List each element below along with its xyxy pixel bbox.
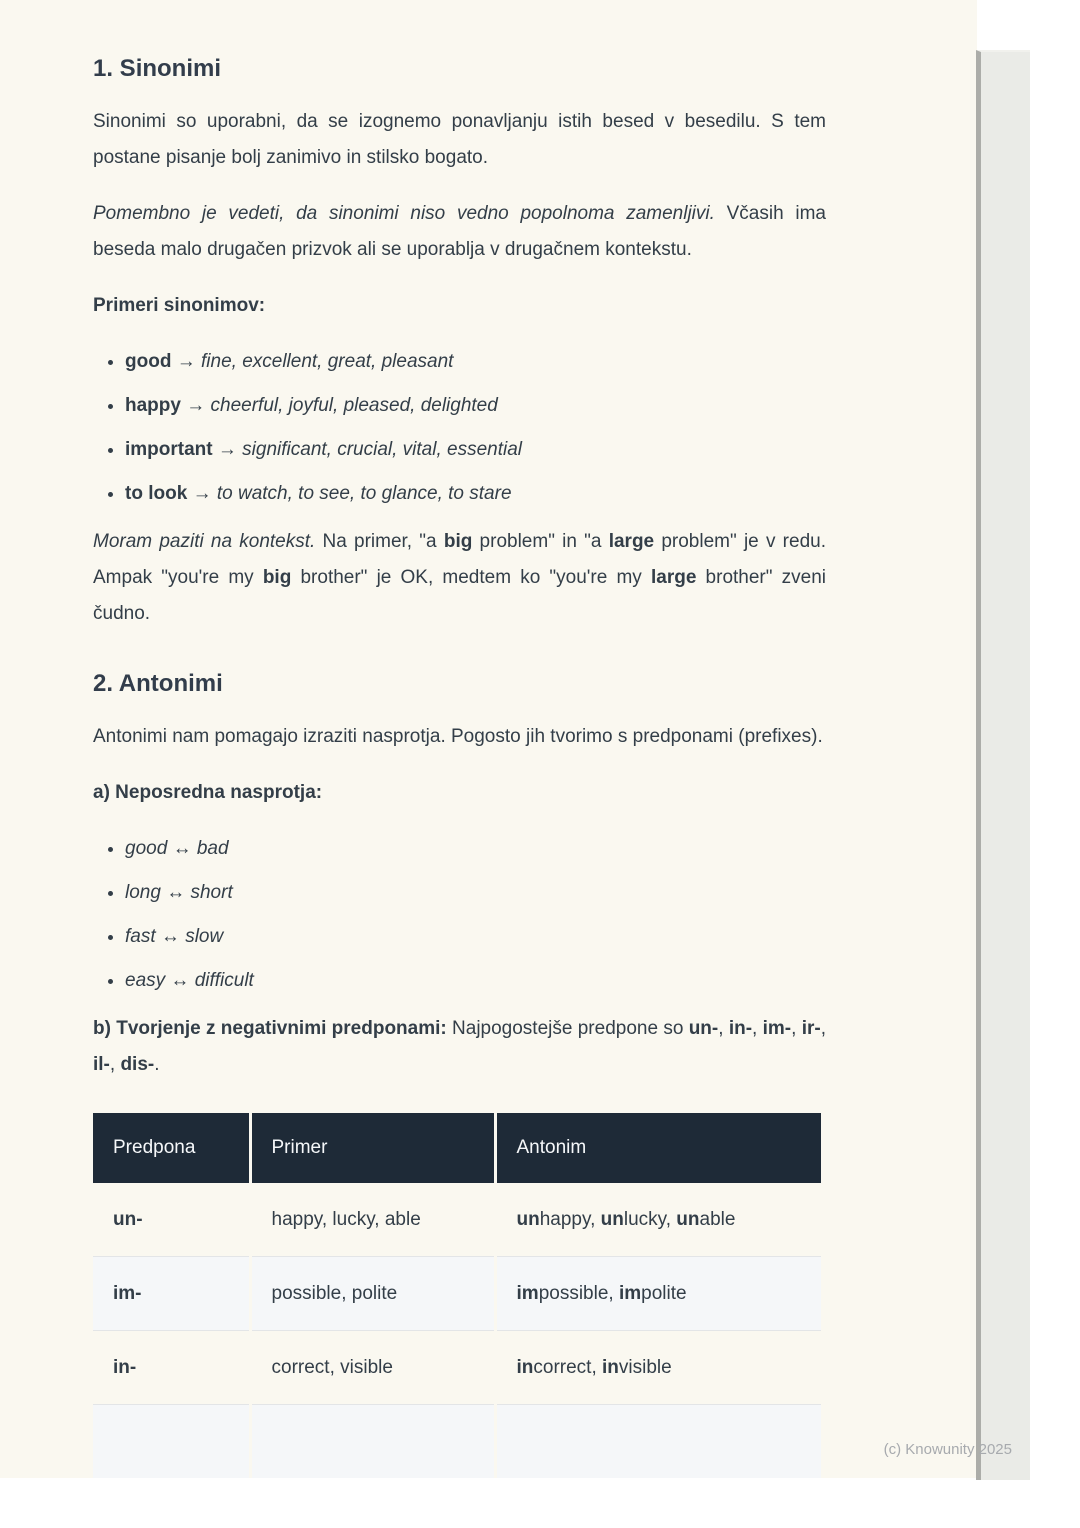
cell-antonim: impossible, impolite — [495, 1257, 821, 1331]
antonym-pair-item — [125, 963, 826, 999]
cell-antonim — [495, 1405, 821, 1479]
antonym-opposite: slow — [185, 926, 224, 947]
arrow-right-icon: → — [192, 483, 212, 504]
scrollbar[interactable] — [976, 50, 1030, 1480]
antonym-pair-list — [93, 831, 826, 999]
antonym-pair-item — [125, 919, 826, 955]
cell-antonim: unhappy, unlucky, unable — [495, 1183, 821, 1257]
antonym-pair-item — [125, 875, 826, 911]
arrow-leftright-icon: ↔ — [160, 926, 180, 947]
synonym-words: to watch, to see, to glance, to stare — [216, 483, 512, 504]
section-heading-antonimi: 2. Antonimi — [93, 670, 223, 697]
table-header-antonim: Antonim — [495, 1113, 821, 1183]
arrow-right-icon: → — [186, 395, 206, 416]
antonym-word: easy — [125, 970, 166, 991]
section-heading-sinonimi: 1. Sinonimi — [93, 55, 222, 82]
synonyms-intro-paragraph: Sinonimi so uporabni, da se izognemo ponavljanju istih besed v besedilu. S tem postane pisanje bolj zanimivo in stilsko bogato. — [93, 111, 826, 168]
table-row — [93, 1183, 821, 1257]
arrow-leftright-icon: ↔ — [172, 838, 192, 859]
synonym-term: good — [125, 351, 172, 372]
synonym-words: significant, crucial, vital, essential — [242, 439, 523, 460]
antonym-word: fast — [125, 926, 156, 947]
context-warning-paragraph: Moram paziti na kontekst. Na primer, "a big problem" in "a large problem" je v redu. Ampak "you're my big brother" je OK, medtem ko "you're my large brother" zveni čudno. — [93, 531, 827, 624]
antonyms-intro-paragraph: Antonimi nam pomagajo izraziti nasprotja. Pogosto jih tvorimo s predponami (prefixes). — [93, 726, 823, 747]
arrow-leftright-icon: ↔ — [170, 970, 190, 991]
antonym-word: good — [125, 838, 168, 859]
synonym-words: fine, excellent, great, pleasant — [201, 351, 454, 372]
cell-prefix: in- — [93, 1331, 250, 1405]
synonym-item — [125, 476, 826, 512]
synonyms-note-paragraph: Pomembno je vedeti, da sinonimi niso vedno popolnoma zamenljivi. Včasih ima beseda malo drugačen prizvok ali se uporablja v drugačnem kontekstu. — [93, 203, 826, 260]
arrow-right-icon: → — [217, 439, 237, 460]
synonym-term: important — [125, 439, 213, 460]
synonym-item — [125, 388, 826, 424]
synonym-list — [93, 344, 826, 512]
synonym-words: cheerful, joyful, pleased, delighted — [210, 395, 498, 416]
copyright-watermark: (c) Knowunity 2025 — [883, 1441, 1012, 1458]
cell-prefix — [93, 1405, 250, 1479]
cell-prefix: un- — [93, 1183, 250, 1257]
table-header-primer: Primer — [250, 1113, 495, 1183]
synonym-term: to look — [125, 483, 188, 504]
direct-opposites-label: a) Neposredna nasprotja: — [93, 782, 323, 803]
cell-primer: correct, visible — [250, 1331, 495, 1405]
antonym-opposite: difficult — [194, 970, 254, 991]
arrow-leftright-icon: ↔ — [166, 882, 186, 903]
synonym-item — [125, 344, 826, 380]
table-header-row — [93, 1113, 821, 1183]
cell-primer — [250, 1405, 495, 1479]
synonym-term: happy — [125, 395, 181, 416]
prefix-table — [93, 1113, 821, 1478]
synonym-item — [125, 432, 826, 468]
cell-antonim: incorrect, invisible — [495, 1331, 821, 1405]
document-content — [93, 0, 826, 1478]
antonym-word: long — [125, 882, 161, 903]
synonym-examples-label: Primeri sinonimov: — [93, 295, 266, 316]
negative-prefixes-paragraph: b) Tvorjenje z negativnimi predponami: Najpogostejše predpone so un-, in-, im-, ir-, il-, dis-. — [93, 1018, 826, 1075]
table-row — [93, 1405, 821, 1479]
cell-prefix: im- — [93, 1257, 250, 1331]
antonym-opposite: short — [190, 882, 233, 903]
table-row — [93, 1257, 821, 1331]
table-row — [93, 1331, 821, 1405]
cell-primer: happy, lucky, able — [250, 1183, 495, 1257]
antonym-opposite: bad — [196, 838, 229, 859]
antonym-pair-item — [125, 831, 826, 867]
arrow-right-icon: → — [176, 351, 196, 372]
cell-primer: possible, polite — [250, 1257, 495, 1331]
table-header-predpona: Predpona — [93, 1113, 250, 1183]
